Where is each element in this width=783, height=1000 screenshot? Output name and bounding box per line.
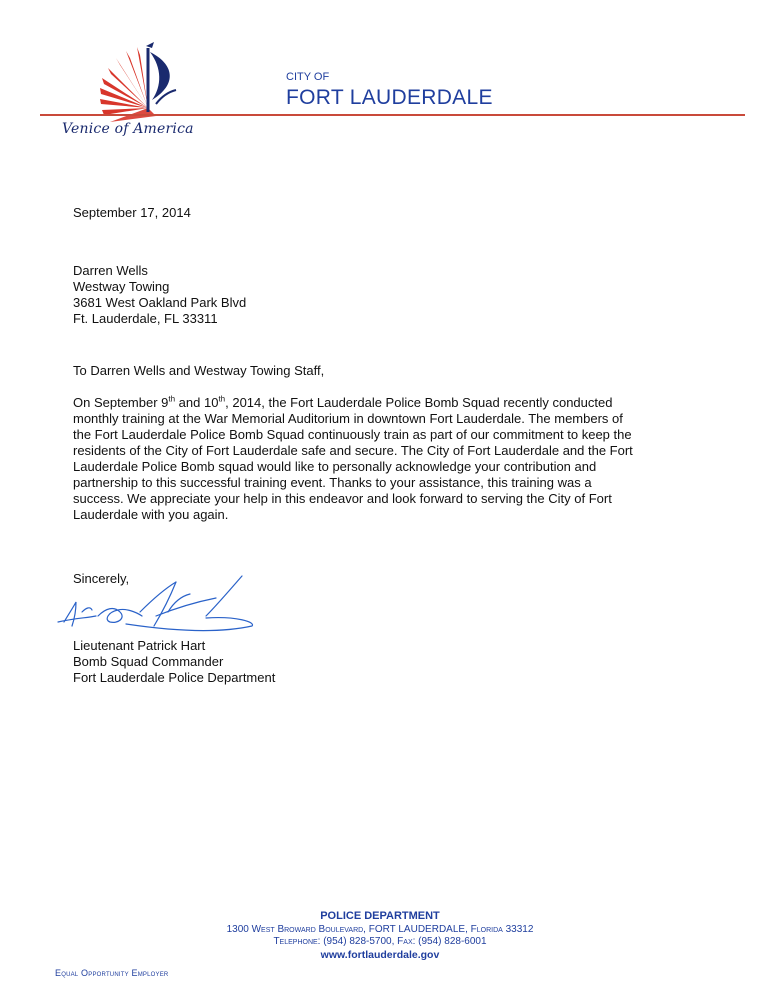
- recipient-name: Darren Wells: [73, 263, 148, 278]
- body-text: , 2014, the Fort Lauderdale Police Bomb Squad recently conducted: [225, 395, 613, 410]
- body-line: success. We appreciate your help in this endeavor and look forward to serving the City of Fort: [73, 491, 612, 506]
- signer-name: Lieutenant Patrick Hart: [73, 638, 206, 653]
- body-text: On September 9: [73, 395, 169, 410]
- body-line: Lauderdale with you again.: [73, 507, 229, 522]
- salutation: To Darren Wells and Westway Towing Staff,: [73, 363, 325, 378]
- closing: Sincerely,: [73, 571, 130, 586]
- body-line: Lauderdale Police Bomb squad would like to personally acknowledge your contribution and: [73, 459, 597, 474]
- body-line: partnership to this successful training event. Thanks to your assistance, this training was a: [73, 475, 592, 490]
- footer-phone: Telephone: (954) 828-5700, Fax: (954) 828-6001: [273, 936, 487, 947]
- ordinal-suffix: th: [218, 394, 226, 404]
- footer-address: 1300 West Broward Boulevard, FORT LAUDERDALE, Florida 33312: [226, 924, 534, 935]
- city-motto: Venice of America: [62, 121, 194, 137]
- signer-block: [73, 638, 275, 686]
- recipient-street: 3681 West Oakland Park Blvd: [73, 295, 247, 310]
- recipient-address: [73, 263, 246, 327]
- footer-department: POLICE DEPARTMENT: [320, 910, 440, 922]
- sailboat-sun-logo-icon: [96, 38, 196, 130]
- body-line: [73, 395, 703, 411]
- footer-website: www.fortlauderdale.gov: [320, 949, 440, 961]
- recipient-city: Ft. Lauderdale, FL 33311: [73, 311, 218, 326]
- handwritten-signature: [56, 572, 256, 638]
- body-paragraph: [73, 395, 703, 523]
- letterhead-rule: [40, 114, 745, 116]
- body-text: and 10: [175, 395, 219, 410]
- city-of-label: CITY OF: [286, 71, 330, 83]
- ordinal-suffix: th: [168, 394, 176, 404]
- body-line: monthly training at the War Memorial Auditorium in downtown Fort Lauderdale. The members of: [73, 411, 623, 426]
- signer-title: Bomb Squad Commander: [73, 654, 224, 669]
- equal-opportunity-employer: Equal Opportunity Employer: [55, 968, 169, 978]
- city-name: FORT LAUDERDALE: [286, 86, 493, 109]
- letter-date: September 17, 2014: [73, 205, 191, 220]
- recipient-company: Westway Towing: [73, 279, 170, 294]
- body-line: residents of the City of Fort Lauderdale safe and secure. The City of Fort Lauderdale and the Fort: [73, 443, 633, 458]
- body-line: the Fort Lauderdale Police Bomb Squad continuously train as part of our commitment to keep the: [73, 427, 632, 442]
- signer-department: Fort Lauderdale Police Department: [73, 670, 276, 685]
